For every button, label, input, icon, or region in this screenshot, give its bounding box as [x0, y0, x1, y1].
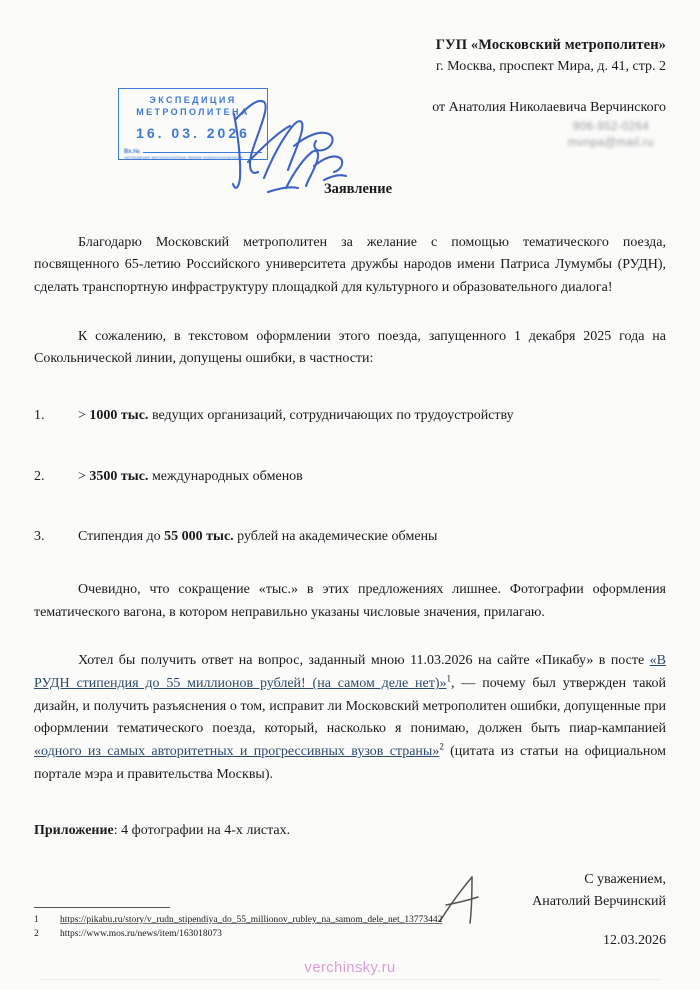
- list-item-number: 3.: [34, 529, 45, 545]
- pikabu-post-link[interactable]: «В РУДН стипендия до 55 миллионов рублей! (на самом деле нет)»: [34, 653, 666, 692]
- document-body: [34, 232, 666, 952]
- list-item-number: 2.: [34, 468, 45, 484]
- site-watermark: verchinsky.ru: [304, 959, 396, 976]
- stamp-footer-label: Вх.№: [124, 149, 140, 155]
- stamp-footer-subtext: экспедиция метрополитена приём корреспонденции: [124, 155, 243, 160]
- watermark-rule: [40, 979, 660, 980]
- footnote-url[interactable]: https://pikabu.ru/story/v_rudn_stipendiya_do_55_millionov_rubley_na_samom_dele_net_13773442: [60, 914, 443, 925]
- question-segment-1: Хотел бы получить ответ на вопрос, заданный мною 11.03.2026 на сайте «Пикабу» в посте: [78, 653, 650, 669]
- footnote-marker-1[interactable]: 1: [446, 673, 452, 684]
- attachment-text: : 4 фотографии на 4-х листах.: [113, 823, 291, 839]
- question-segment-2: , — почему был утвержден такой дизайн, и получить разъяснения о том, исправит ли Московский метрополитен ошибки, допущенные при оформлении тематического поезда, который, насколько я понимаю, должен быть пиар-кампанией: [34, 676, 666, 737]
- paragraph-question: [34, 650, 666, 786]
- list-item-text: [78, 526, 666, 549]
- stamp-line-2: МЕТРОПОЛИТЕНА: [136, 107, 250, 118]
- list-item-figure: 1000 тыс.: [89, 408, 149, 424]
- paragraph-obvious: Очевидно, что сокращение «тыс.» в этих предложениях лишнее. Фотографии оформления тематического вагона, в котором неправильно указаны числовые значения, прилагаю.: [34, 582, 666, 620]
- paragraph-thanks: Благодарю Московский метрополитен за желание с помощью тематического поезда, посвященного 65-летию Российского университета дружбы народов имени Патриса Лумумбы (РУДН), сделать транспортную инфраструктуру площадкой для культурного и образовательного диалога!: [34, 234, 666, 295]
- list-item-rest: международных обменов: [148, 468, 303, 484]
- list-item-figure: 55 000 тыс.: [164, 529, 234, 545]
- list-item-prefix: Стипендия до: [78, 529, 165, 545]
- closing-regards: С уважением,: [584, 872, 666, 888]
- list-item-prefix: >: [78, 468, 90, 484]
- document-title: Заявление: [323, 180, 393, 197]
- footnotes-section: [34, 907, 634, 942]
- stamp-footer-rule: [143, 152, 262, 153]
- list-item: [34, 466, 666, 489]
- footnote-index: 2: [34, 929, 39, 940]
- question-segment-3: (цитата из статьи на официальном портале мэра и правительства Москвы).: [34, 744, 667, 782]
- organization-address: г. Москва, проспект Мира, д. 41, стр. 2: [435, 59, 666, 75]
- list-item-rest: рублей на академические обмены: [233, 529, 438, 545]
- list-item-figure: 3500 тыс.: [89, 468, 149, 484]
- footnote-url[interactable]: https://www.mos.ru/news/item/163018073: [60, 929, 222, 940]
- incoming-mail-stamp: [118, 88, 268, 160]
- list-item-text: [78, 405, 666, 428]
- stamp-line-1: ЭКСПЕДИЦИЯ: [149, 95, 237, 105]
- sender-email-redacted: mvnpa@mail.ru: [568, 136, 654, 149]
- footnote-index: 1: [34, 914, 39, 925]
- footnote-separator: [34, 907, 170, 908]
- list-item-prefix: >: [78, 408, 90, 424]
- organization-name: ГУП «Московский метрополитен»: [435, 37, 666, 53]
- error-list: [34, 405, 666, 549]
- recipient-header: [34, 0, 666, 77]
- stamp-date: 16. 03. 2026: [136, 125, 250, 142]
- list-item-number: 1.: [34, 408, 45, 424]
- closing-name: Анатолий Верчинский: [532, 893, 666, 909]
- sender-name: от Анатолия Николаевича Верчинского: [432, 99, 666, 115]
- attachment-line: [34, 820, 666, 843]
- footnote-row: [34, 927, 634, 942]
- mos-ru-quote-link[interactable]: «одного из самых авторитетных и прогрессивных вузов страны»: [34, 744, 440, 760]
- attachment-label: Приложение: [34, 823, 114, 839]
- closing-date: 12.03.2026: [603, 933, 666, 949]
- list-item-text: [78, 466, 666, 489]
- footnote-row: [34, 913, 634, 928]
- list-item-rest: ведущих организаций, сотрудничающих по трудоустройству: [148, 408, 514, 424]
- sender-phone-redacted: 906-952-0264: [572, 120, 650, 133]
- paragraph-errors-intro: К сожалению, в текстовом оформлении этого поезда, запущенного 1 декабря 2025 года на Сокольнической линии, допущены ошибки, в частности:: [34, 328, 666, 367]
- footnote-marker-2[interactable]: 2: [439, 741, 444, 752]
- list-item: [34, 405, 666, 428]
- list-item: [34, 526, 666, 549]
